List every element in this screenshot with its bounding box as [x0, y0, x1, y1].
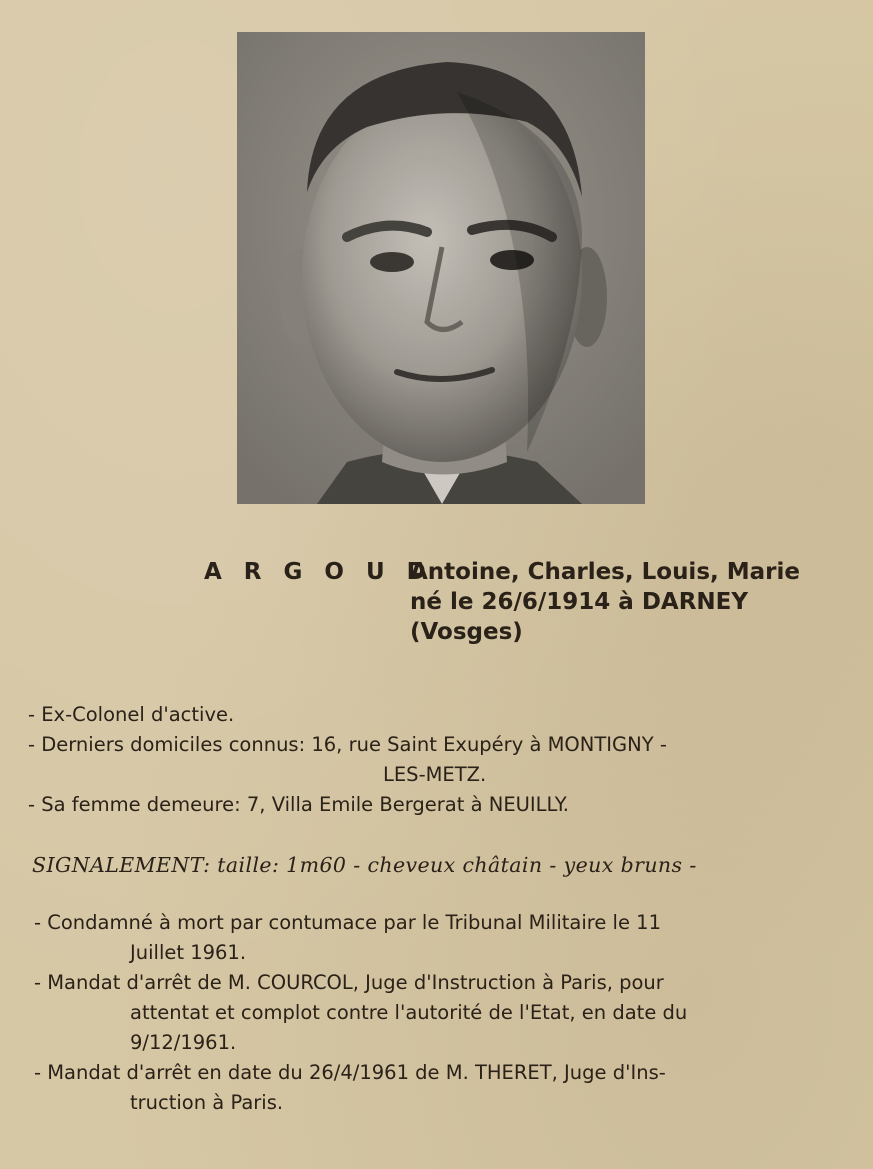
detail-wife-address: - Sa femme demeure: 7, Villa Emile Bergerat à NEUILLY.: [28, 793, 569, 816]
surname: A R G O U D: [204, 559, 433, 585]
detail-rank: - Ex-Colonel d'active.: [28, 703, 235, 726]
charge-warrant-theret: - Mandat d'arrêt en date du 26/4/1961 de M. THERET, Juge d'Ins-: [34, 1061, 666, 1084]
charge-warrant-theret-cont: truction à Paris.: [130, 1091, 284, 1114]
charge-sentence: - Condamné à mort par contumace par le Tribunal Militaire le 11: [34, 911, 661, 934]
portrait-photo: [237, 32, 645, 504]
charge-warrant-courcol: - Mandat d'arrêt de M. COURCOL, Juge d'Instruction à Paris, pour: [34, 971, 664, 994]
given-line-names: Antoine, Charles, Louis, Marie: [410, 559, 800, 585]
details-list: [28, 700, 667, 820]
given-line-birth: né le 26/6/1914 à DARNEY: [410, 589, 749, 615]
given-names: [410, 557, 850, 647]
charge-warrant-courcol-date: 9/12/1961.: [130, 1031, 237, 1054]
charges-list: [34, 908, 687, 1118]
charge-sentence-cont: Juillet 1961.: [130, 941, 247, 964]
charge-warrant-courcol-cont: attentat et complot contre l'autorité de l'Etat, en date du: [130, 1001, 688, 1024]
detail-last-address-cont: LES-METZ.: [383, 763, 487, 786]
signalement: SIGNALEMENT: taille: 1m60 - cheveux châtain - yeux bruns -: [32, 853, 697, 877]
detail-last-address: - Derniers domiciles connus: 16, rue Saint Exupéry à MONTIGNY -: [28, 733, 667, 756]
given-line-region: (Vosges): [410, 619, 523, 645]
